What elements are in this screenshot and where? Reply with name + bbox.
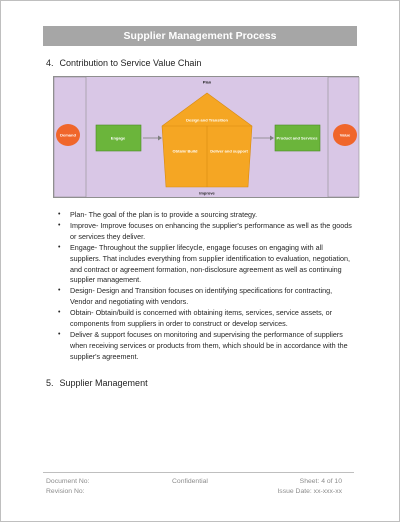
bullet-text: Deliver & support focuses on monitoring and supervising the performance of suppliers when receiving services or products from them, which should be in accordance with the supplier's agreement. <box>70 329 348 361</box>
bullet-text: Improve- Improve focuses on enhancing the supplier's performance as well as the goods or services they deliver. <box>70 220 352 241</box>
obtain-label: Obtain/ Build <box>172 148 198 154</box>
engage-label: Engage <box>110 135 126 141</box>
section-5-title: Supplier Management <box>59 378 148 388</box>
footer-confidential: Confidential <box>172 478 208 485</box>
products-label: Product and Services <box>276 135 318 141</box>
bullet-text: Obtain- Obtain/build is concerned with obtaining items, services, service assets, or components from suppliers in order to construct or develop services. <box>70 308 333 329</box>
list-item <box>58 243 354 287</box>
bullet-icon: • <box>58 330 61 338</box>
list-item <box>58 330 354 363</box>
list-item <box>58 286 354 308</box>
bullet-icon: • <box>58 309 61 317</box>
footer-sheet: Sheet: 4 of 10 <box>299 478 342 485</box>
service-value-chain-diagram <box>53 76 359 198</box>
design-label: Design and Transition <box>186 117 228 123</box>
footer-revision-no: Revision No: <box>46 488 85 495</box>
section-4-heading <box>46 58 201 68</box>
footer-issue-date: Issue Date: xx-xxx-xx <box>277 488 342 495</box>
bullet-icon: • <box>58 211 61 218</box>
list-item <box>58 221 354 243</box>
footer-divider <box>43 472 354 473</box>
section-5-heading <box>46 378 148 388</box>
bullet-list <box>58 210 354 363</box>
value-label: Value <box>339 132 351 138</box>
deliver-label: Deliver and support <box>210 148 248 154</box>
plan-label: Plan <box>202 79 212 85</box>
bullet-text: Engage- Throughout the supplier lifecycle, engage focuses on engaging with all suppliers. That includes everything from supplier identification to evaluation, negotiation, and contract or agreement formation, non-disclosure agreement as well as continuing supplier management. <box>70 242 350 285</box>
footer-document-no: Document No: <box>46 478 90 485</box>
page-title: Supplier Management Process <box>43 26 357 46</box>
list-item <box>58 308 354 330</box>
bullet-text: Plan- The goal of the plan is to provide a sourcing strategy. <box>70 210 258 219</box>
improve-label: Improve <box>199 190 215 196</box>
section-4-number: 4. <box>46 58 54 68</box>
bullet-icon: • <box>58 243 61 251</box>
demand-label: Demand <box>60 132 76 138</box>
bullet-icon: • <box>58 221 61 229</box>
bullet-text: Design- Design and Transition focuses on identifying specifications for contracting, Vendor and negotiating with vendors. <box>70 286 333 307</box>
list-item <box>58 210 354 221</box>
bullet-icon: • <box>58 287 61 295</box>
section-4-title: Contribution to Service Value Chain <box>59 58 202 68</box>
section-5-number: 5. <box>46 378 54 388</box>
